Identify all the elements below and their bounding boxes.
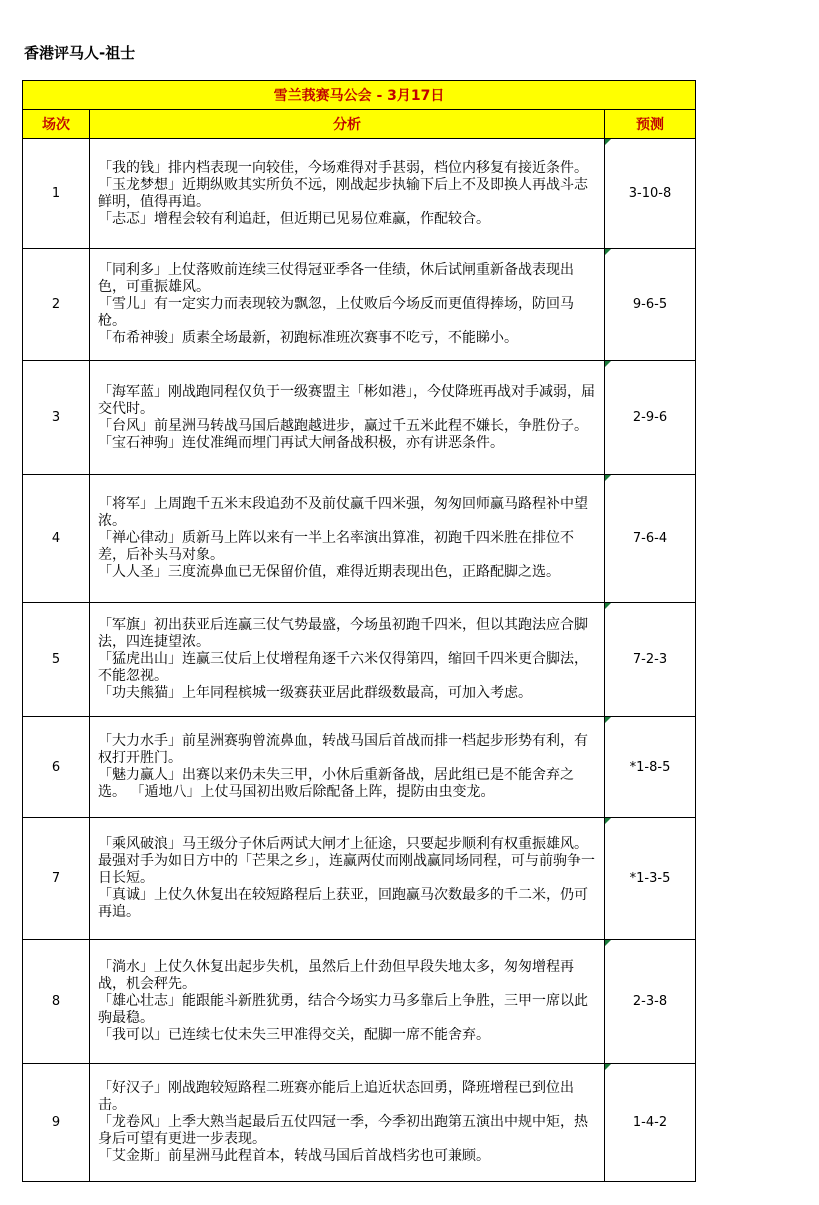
analysis-paragraph: 「我可以」已连续七仗未失三甲准得交关，配脚一席不能舍弃。 <box>98 1027 490 1043</box>
race-analysis <box>90 361 605 475</box>
race-row <box>23 249 696 361</box>
race-number: 5 <box>23 603 90 717</box>
race-number: 2 <box>23 249 90 361</box>
race-number: 7 <box>23 818 90 940</box>
race-prediction: 9-6-5 <box>605 249 696 361</box>
race-row <box>23 139 696 249</box>
analysis-paragraph: 「同利多」上仗落败前连续三仗得冠亚季各一佳绩，休后试闸重新备战表现出色，可重振雄风。 <box>98 262 574 295</box>
header-analysis: 分析 <box>90 110 605 139</box>
race-analysis <box>90 717 605 818</box>
analysis-paragraph: 「艾金斯」前星洲马此程首本，转战马国后首战档劣也可兼顾。 <box>98 1148 490 1164</box>
analysis-paragraph: 「雄心壮志」能跟能斗新胜犹勇，结合今场实力马多靠后上争胜，三甲一席以此驹最稳。 <box>98 993 588 1026</box>
race-prediction: 7-2-3 <box>605 603 696 717</box>
race-prediction: 1-4-2 <box>605 1064 696 1182</box>
race-row <box>23 818 696 940</box>
page-title: 香港评马人-祖士 <box>24 44 136 62</box>
race-row <box>23 475 696 603</box>
race-table <box>22 80 696 1182</box>
race-analysis <box>90 940 605 1064</box>
header-prediction: 预测 <box>605 110 696 139</box>
race-number: 3 <box>23 361 90 475</box>
race-row <box>23 717 696 818</box>
race-analysis <box>90 249 605 361</box>
analysis-paragraph: 「海军蓝」刚战跑同程仅负于一级赛盟主「彬如港」，今仗降班再战对手减弱，届交代时。 <box>98 383 595 417</box>
analysis-paragraph: 「玉龙梦想」近期纵败其实所负不远，刚战起步执输下后上不及即换人再战斗志鲜明，值得再追。 <box>98 176 588 210</box>
race-row <box>23 1064 696 1182</box>
header-race: 场次 <box>23 110 90 139</box>
analysis-paragraph: 「龙卷风」上季大熟当起最后五仗四冠一季，今季初出跑第五演出中规中矩，热身后可望有更进一步表现。 <box>98 1114 588 1147</box>
banner-row <box>23 81 696 110</box>
analysis-paragraph: 「将军」上周跑千五米末段追劲不及前仗赢千四米强，匆匆回师赢马路程补中望浓。 <box>98 496 588 529</box>
race-analysis <box>90 818 605 940</box>
race-analysis <box>90 603 605 717</box>
analysis-paragraph: 「忐忑」增程会较有利追赶，但近期已见易位难赢，作配较合。 <box>98 210 490 227</box>
analysis-paragraph: 「台风」前星洲马转战马国后越跑越进步，赢过千五米此程不嫌长，争胜份子。 <box>98 417 588 434</box>
race-row <box>23 940 696 1064</box>
race-analysis <box>90 139 605 249</box>
race-prediction: 7-6-4 <box>605 475 696 603</box>
analysis-paragraph: 「魅力赢人」出赛以来仍未失三甲，小休后重新备战，居此组已是不能舍弃之选。 「遁地八」上仗马国初出败后除配备上阵，提防由虫变龙。 <box>98 767 574 800</box>
analysis-paragraph: 「真诚」上仗久休复出在较短路程后上获亚，回跑赢马次数最多的千二米，仍可再追。 <box>98 887 588 920</box>
race-number: 4 <box>23 475 90 603</box>
analysis-paragraph: 「我的钱」排内档表现一向较佳，今场难得对手甚弱，档位内移复有接近条件。 <box>98 159 588 176</box>
race-prediction: 3-10-8 <box>605 139 696 249</box>
race-number: 9 <box>23 1064 90 1182</box>
column-header-row <box>23 110 696 139</box>
analysis-paragraph: 「好汉子」刚战跑较短路程二班赛亦能后上追近状态回勇，降班增程已到位出击。 <box>98 1080 574 1113</box>
analysis-paragraph: 「军旗」初出获亚后连赢三仗气势最盛，今场虽初跑千四米，但以其跑法应合脚法，四连捷望浓。 <box>98 617 588 650</box>
race-prediction: 2-9-6 <box>605 361 696 475</box>
race-prediction: *1-3-5 <box>605 818 696 940</box>
meeting-banner: 雪兰莪赛马公会 - 3月17日 <box>23 81 696 110</box>
analysis-paragraph: 「人人圣」三度流鼻血已无保留价值，难得近期表现出色，正路配脚之选。 <box>98 564 560 580</box>
analysis-paragraph: 「宝石神驹」连仗准绳而埋门再试大闸备战积极，亦有讲恶条件。 <box>98 434 504 451</box>
analysis-paragraph: 「大力水手」前星洲赛驹曾流鼻血，转战马国后首战而排一档起步形势有利，有权打开胜门。 <box>98 733 588 766</box>
race-analysis <box>90 1064 605 1182</box>
race-prediction: 2-3-8 <box>605 940 696 1064</box>
analysis-paragraph: 「淌水」上仗久休复出起步失机，虽然后上什劲但早段失地太多，匆匆增程再战，机会秤先。 <box>98 959 574 992</box>
analysis-paragraph: 「功夫熊猫」上年同程槟城一级赛获亚居此群级数最高，可加入考虑。 <box>98 685 532 701</box>
analysis-paragraph: 「猛虎出山」连赢三仗后上仗增程角逐千六米仅得第四，缩回千四米更合脚法，不能忽视。 <box>98 651 588 684</box>
race-number: 1 <box>23 139 90 249</box>
race-number: 8 <box>23 940 90 1064</box>
analysis-paragraph: 「乘风破浪」马王级分子休后两试大闸才上征途，只要起步顺利有权重振雄风。最强对手为如日方中的「芒果之乡」，连赢两仗而刚战赢同场同程，可与前驹争一日长短。 <box>98 836 595 886</box>
race-row <box>23 361 696 475</box>
analysis-paragraph: 「禅心律动」质新马上阵以来有一半上名率演出算准，初跑千四米胜在排位不差，后补头马对象。 <box>98 530 574 563</box>
analysis-paragraph: 「雪儿」有一定实力而表现较为飘忽，上仗败后今场反而更值得捧场，防回马枪。 <box>98 296 574 329</box>
analysis-paragraph: 「布希神骏」质素全场最新，初跑标准班次赛事不吃亏，不能睇小。 <box>98 330 518 346</box>
race-number: 6 <box>23 717 90 818</box>
race-row <box>23 603 696 717</box>
race-analysis <box>90 475 605 603</box>
race-prediction: *1-8-5 <box>605 717 696 818</box>
